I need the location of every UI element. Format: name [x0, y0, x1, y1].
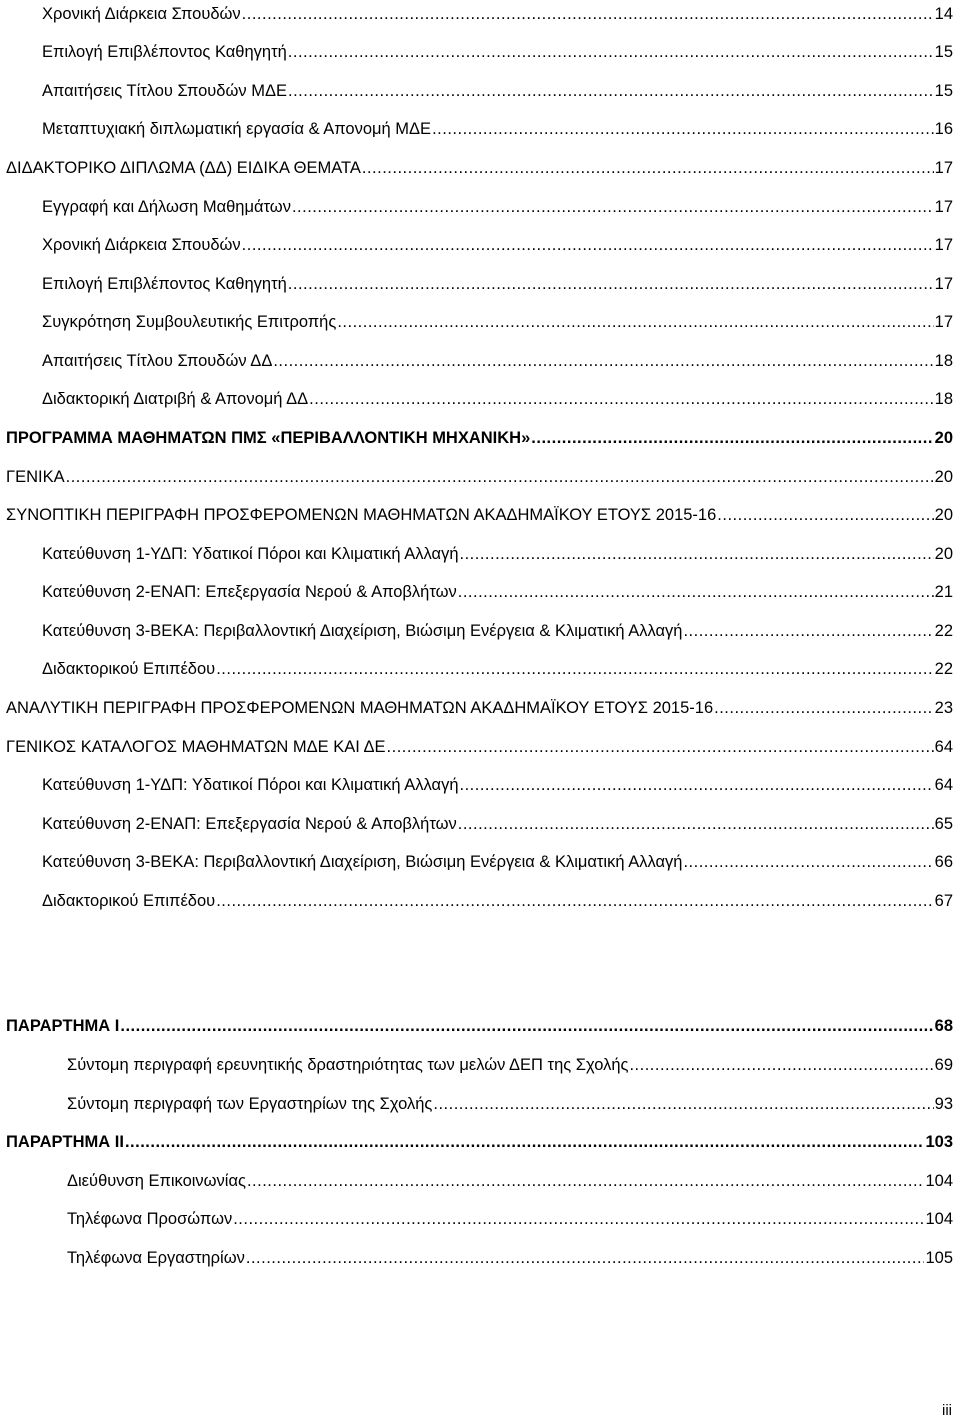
toc-entry[interactable]: [6, 499, 953, 525]
toc-entry-title: Διδακτορικού Επιπέδου: [42, 892, 216, 910]
dot-leader: [433, 1094, 933, 1114]
dot-leader: [242, 4, 934, 24]
toc-entry-page: 22: [934, 660, 953, 678]
dot-leader: [125, 1132, 925, 1152]
toc-entry-title: Απαιτήσεις Τίτλου Σπουδών ΔΔ: [42, 352, 273, 370]
toc-entry-title: Κατεύθυνση 1-ΥΔΠ: Υδατικοί Πόροι και Κλιματική Αλλαγή: [42, 776, 459, 794]
toc-entry-title: Σύντομη περιγραφή των Εργαστηρίων της Σχολής: [67, 1095, 433, 1113]
toc-entry-page: 17: [934, 236, 953, 254]
toc-entry-title: ΓΕΝΙΚΟΣ ΚΑΤΑΛΟΓΟΣ ΜΑΘΗΜΑΤΩΝ ΜΔΕ ΚΑΙ ΔΕ: [6, 738, 386, 756]
toc-entry[interactable]: [67, 1088, 953, 1114]
toc-entry-title: ΣΥΝΟΠΤΙΚΗ ΠΕΡΙΓΡΑΦΗ ΠΡΟΣΦΕΡΟΜΕΝΩΝ ΜΑΘΗΜΑΤΩΝ ΑΚΑΔΗΜΑΪΚΟΥ ΕΤΟΥΣ 2015-16: [6, 506, 717, 524]
toc-entry-title: ΠΑΡΑΡΤΗΜΑ ΙΙ: [6, 1133, 124, 1151]
toc-entry-title: Μεταπτυχιακή διπλωματική εργασία & Απονομή ΜΔΕ: [42, 120, 432, 138]
dot-leader: [629, 1055, 933, 1075]
dot-leader: [683, 852, 933, 872]
toc-entry-page: 20: [934, 468, 953, 486]
toc-entry[interactable]: [42, 769, 953, 795]
dot-leader: [120, 1016, 933, 1036]
toc-entry-page: 20: [934, 545, 953, 563]
dot-leader: [242, 235, 934, 255]
toc-entry-page: 21: [934, 583, 953, 601]
toc-entry[interactable]: [42, 538, 953, 564]
toc-entry-title: ΓΕΝΙΚΑ: [6, 468, 65, 486]
toc-entry-title: Σύντομη περιγραφή ερευνητικής δραστηριότητας των μελών ΔΕΠ της Σχολής: [67, 1056, 629, 1074]
dot-leader: [432, 119, 934, 139]
dot-leader: [387, 737, 934, 757]
dot-leader: [531, 428, 933, 448]
toc-entry[interactable]: [6, 152, 953, 178]
toc-entry-page: 103: [925, 1133, 953, 1151]
toc-entry-title: Χρονική Διάρκεια Σπουδών: [42, 5, 241, 23]
toc-entry-title: Κατεύθυνση 3-ΒΕΚΑ: Περιβαλλοντική Διαχείριση, Βιώσιμη Ενέργεια & Κλιματική Αλλαγή: [42, 853, 683, 871]
toc-entry[interactable]: [67, 1049, 953, 1075]
toc-entry[interactable]: [42, 846, 953, 872]
toc-entry-title: Κατεύθυνση 2-ΕΝΑΠ: Επεξεργασία Νερού & Αποβλήτων: [42, 815, 457, 833]
toc-entry-title: ΠΡΟΓΡΑΜΜΑ ΜΑΘΗΜΑΤΩΝ ΠΜΣ «ΠΕΡΙΒΑΛΛΟΝΤΙΚΗ ΜΗΧΑΝΙΚΗ»: [6, 429, 531, 447]
toc-entry-page: 23: [934, 699, 953, 717]
dot-leader: [288, 81, 934, 101]
toc-entry-page: 64: [934, 738, 953, 756]
toc-entry-title: Συγκρότηση Συμβουλευτικής Επιτροπής: [42, 313, 337, 331]
toc-entry-page: 18: [934, 352, 953, 370]
toc-entry-page: 22: [934, 622, 953, 640]
toc-entry-page: 16: [934, 120, 953, 138]
toc-entry-title: Κατεύθυνση 3-ΒΕΚΑ: Περιβαλλοντική Διαχείριση, Βιώσιμη Ενέργεια & Κλιματική Αλλαγή: [42, 622, 683, 640]
toc-entry-page: 20: [934, 506, 953, 524]
toc-entry-page: 17: [934, 275, 953, 293]
dot-leader: [216, 659, 933, 679]
dot-leader: [288, 42, 934, 62]
toc-entry-title: ΠΑΡΑΡΤΗΜΑ Ι: [6, 1017, 120, 1035]
toc-entry-page: 104: [925, 1172, 953, 1190]
dot-leader: [292, 197, 934, 217]
dot-leader: [458, 582, 934, 602]
toc-entry[interactable]: [6, 461, 953, 487]
toc-entry-title: Διεύθυνση Επικοινωνίας: [67, 1172, 246, 1190]
dot-leader: [683, 621, 933, 641]
dot-leader: [247, 1171, 925, 1191]
dot-leader: [460, 775, 934, 795]
toc-entry[interactable]: [42, 113, 953, 139]
toc-entry[interactable]: [42, 345, 953, 371]
toc-entry-page: 68: [934, 1017, 953, 1035]
dot-leader: [216, 891, 933, 911]
toc-entry-title: Διδακτορικού Επιπέδου: [42, 660, 216, 678]
toc-entry-title: Κατεύθυνση 1-ΥΔΠ: Υδατικοί Πόροι και Κλιματική Αλλαγή: [42, 545, 459, 563]
toc-entry-page: 17: [934, 313, 953, 331]
dot-leader: [362, 158, 934, 178]
toc-entry[interactable]: [6, 422, 953, 448]
toc-entry-title: Επιλογή Επιβλέποντος Καθηγητή: [42, 275, 287, 293]
toc-entry-title: Τηλέφωνα Προσώπων: [67, 1210, 233, 1228]
toc-entry[interactable]: [42, 576, 953, 602]
toc-entry[interactable]: [6, 692, 953, 718]
toc-entry[interactable]: [67, 1242, 953, 1268]
toc-entry-title: Κατεύθυνση 2-ΕΝΑΠ: Επεξεργασία Νερού & Αποβλήτων: [42, 583, 457, 601]
toc-entry-page: 15: [934, 43, 953, 61]
toc-entry-title: Εγγραφή και Δήλωση Μαθημάτων: [42, 198, 291, 216]
toc-entry-page: 18: [934, 390, 953, 408]
toc-entry-page: 65: [934, 815, 953, 833]
toc-entry[interactable]: [42, 229, 953, 255]
toc-entry[interactable]: [6, 1010, 953, 1036]
dot-leader: [458, 814, 934, 834]
toc-entry[interactable]: [42, 306, 953, 332]
dot-leader: [309, 389, 933, 409]
toc-entry-title: Απαιτήσεις Τίτλου Σπουδών ΜΔΕ: [42, 82, 287, 100]
toc-entry[interactable]: [67, 1165, 953, 1191]
toc-entry-page: 20: [934, 429, 953, 447]
dot-leader: [337, 312, 933, 332]
toc-entry[interactable]: [42, 885, 953, 911]
toc-entry[interactable]: [42, 383, 953, 409]
toc-entry-page: 14: [934, 5, 953, 23]
toc-entry-title: Τηλέφωνα Εργαστηρίων: [67, 1249, 245, 1267]
toc-entry-page: 105: [925, 1249, 953, 1267]
toc-entry-page: 93: [934, 1095, 953, 1113]
dot-leader: [288, 274, 934, 294]
dot-leader: [233, 1209, 924, 1229]
toc-entry[interactable]: [6, 731, 953, 757]
toc-entry-page: 104: [925, 1210, 953, 1228]
toc-entry-page: 69: [934, 1056, 953, 1074]
dot-leader: [717, 505, 933, 525]
toc-entry-page: 67: [934, 892, 953, 910]
toc-entry-title: ΔΙΔΑΚΤΟΡΙΚΟ ΔΙΠΛΩΜΑ (ΔΔ) ΕΙΔΙΚΑ ΘΕΜΑΤΑ: [6, 159, 361, 177]
toc-entry-page: 64: [934, 776, 953, 794]
toc-entry[interactable]: [42, 36, 953, 62]
toc-entry[interactable]: [67, 1203, 953, 1229]
toc-entry[interactable]: [42, 268, 953, 294]
toc-entry-page: 17: [934, 159, 953, 177]
dot-leader: [66, 467, 934, 487]
page-number: iii: [942, 1402, 952, 1419]
toc-entry-title: Επιλογή Επιβλέποντος Καθηγητή: [42, 43, 287, 61]
toc-entry[interactable]: [42, 191, 953, 217]
toc-entry-page: 17: [934, 198, 953, 216]
toc-entry-title: ΑΝΑΛΥΤΙΚΗ ΠΕΡΙΓΡΑΦΗ ΠΡΟΣΦΕΡΟΜΕΝΩΝ ΜΑΘΗΜΑΤΩΝ ΑΚΑΔΗΜΑΪΚΟΥ ΕΤΟΥΣ 2015-16: [6, 699, 714, 717]
toc-entry-title: Χρονική Διάρκεια Σπουδών: [42, 236, 241, 254]
toc-entry[interactable]: [42, 615, 953, 641]
toc-entry-title: Διδακτορική Διατριβή & Απονομή ΔΔ: [42, 390, 309, 408]
toc-entry-page: 15: [934, 82, 953, 100]
dot-leader: [460, 544, 934, 564]
toc-entry-page: 66: [934, 853, 953, 871]
dot-leader: [246, 1248, 925, 1268]
toc-entry[interactable]: [42, 808, 953, 834]
toc-entry[interactable]: [6, 1126, 953, 1152]
toc-entry[interactable]: [42, 75, 953, 101]
dot-leader: [273, 351, 933, 371]
dot-leader: [714, 698, 934, 718]
toc-entry[interactable]: [42, 653, 953, 679]
toc-entry[interactable]: [42, 0, 953, 24]
